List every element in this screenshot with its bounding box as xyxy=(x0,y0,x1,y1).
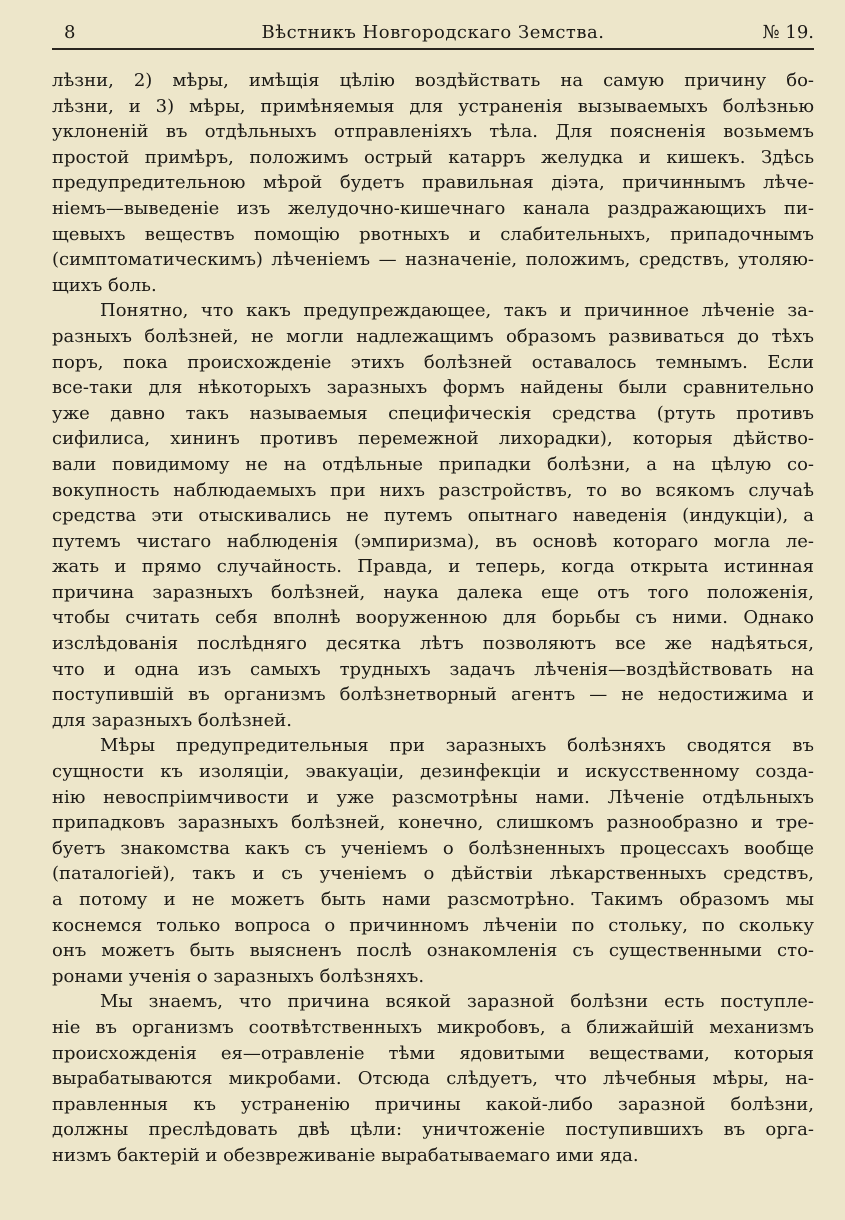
page-number: 8 xyxy=(64,22,76,43)
text-line: происхожденія ея—отравленіе тѣми ядовитыми веществами, которыя xyxy=(52,1042,814,1064)
text-line: (симптоматическимъ) лѣченіемъ — назначеніе, положимъ, средствъ, утоляю- xyxy=(52,249,814,271)
text-line: Понятно, что какъ предупреждающее, такъ и причинное лѣченіе за- xyxy=(100,300,814,322)
text-line: вали повидимому не на отдѣльные припадки болѣзни, а на цѣлую со- xyxy=(52,453,814,475)
text-line: для заразныхъ болѣзней. xyxy=(52,709,293,731)
text-line: (паталогіей), такъ и съ ученіемъ о дѣйствіи лѣкарственныхъ средствъ, xyxy=(52,863,814,885)
text-line: разныхъ болѣзней, не могли надлежащимъ образомъ развиваться до тѣхъ xyxy=(52,325,814,347)
article-body xyxy=(52,68,814,1169)
text-line: предупредительною мѣрой будетъ правильная діэта, причиннымъ лѣче- xyxy=(52,172,814,194)
text-line: жать и прямо случайность. Правда, и теперь, когда открыта истинная xyxy=(52,556,814,578)
text-line: что и одна изъ самыхъ трудныхъ задачъ лѣченія—воздѣйствовать на xyxy=(52,658,814,680)
issue-number: № 19. xyxy=(762,22,814,43)
text-line: вырабатываются микробами. Отсюда слѣдуетъ, что лѣчебныя мѣры, на- xyxy=(52,1068,814,1090)
text-line: ніемъ—выведеніе изъ желудочно-кишечнаго канала раздражающихъ пи- xyxy=(52,197,814,219)
text-line: путемъ чистаго наблюденія (эмпиризма), въ основѣ котораго могла ле- xyxy=(52,530,814,552)
text-line: средства эти отыскивались не путемъ опытнаго наведенія (индукціи), а xyxy=(52,505,814,527)
text-line: лѣзни, 2) мѣры, имѣщія цѣлію воздѣйствать на самую причину бо- xyxy=(52,70,814,91)
text-line: уже давно такъ называемыя специфическія средства (ртуть противъ xyxy=(52,402,814,424)
text-line: изслѣдованія послѣдняго десятка лѣтъ позволяютъ все же надѣяться, xyxy=(52,633,814,655)
text-line: должны преслѣдовать двѣ цѣли: уничтоженіе поступившихъ въ орга- xyxy=(52,1119,814,1141)
text-line: причина заразныхъ болѣзней, наука далека еще отъ того положенія, xyxy=(52,581,814,603)
text-line: сифилиса, хининъ противъ перемежной лихорадки), которыя дѣйство- xyxy=(52,428,814,450)
text-line: чтобы считать себя вполнѣ вооруженною для борьбы съ ними. Однако xyxy=(52,607,814,629)
header-rule xyxy=(52,48,814,50)
paragraph xyxy=(52,68,814,298)
paragraph xyxy=(52,989,814,1168)
text-line: простой примѣръ, положимъ острый катарръ желудка и кишекъ. Здѣсь xyxy=(52,146,814,168)
text-line: буетъ знакомства какъ съ ученіемъ о болѣзненныхъ процессахъ вообще xyxy=(52,837,814,859)
text-line: лѣзни, и 3) мѣры, примѣняемыя для устраненія вызываемыхъ болѣзнью xyxy=(52,95,814,117)
text-line: Мѣры предупредительныя при заразныхъ болѣзняхъ сводятся въ xyxy=(100,735,814,757)
text-line: щевыхъ веществъ помощію рвотныхъ и слабительныхъ, припадочнымъ xyxy=(52,223,814,245)
text-line: уклоненій въ отдѣльныхъ отправленіяхъ тѣла. Для поясненія возьмемъ xyxy=(52,121,814,143)
running-header xyxy=(52,20,814,46)
text-line: нію невоспріимчивости и уже разсмотрѣны нами. Лѣченіе отдѣльныхъ xyxy=(52,786,814,808)
text-line: поступившій въ организмъ болѣзнетворный агентъ — не недостижима и xyxy=(52,684,814,706)
text-line: а потому и не можетъ быть нами разсмотрѣно. Такимъ образомъ мы xyxy=(52,889,814,910)
journal-title: Вѣстникъ Новгородскаго Земства. xyxy=(261,22,605,43)
text-line: коснемся только вопроса о причинномъ лѣченіи по стольку, по скольку xyxy=(52,914,814,936)
text-line: сущности къ изоляціи, эвакуаціи, дезинфекціи и искусственному созда- xyxy=(52,761,814,783)
text-line: щихъ боль. xyxy=(52,274,157,296)
text-line: ніе въ организмъ соотвѣтственныхъ микробовъ, а ближайшій механизмъ xyxy=(52,1016,814,1038)
paragraph xyxy=(52,733,814,989)
text-line: правленныя къ устраненію причины какой-либо заразной болѣзни, xyxy=(52,1093,814,1115)
text-line: онъ можетъ быть выясненъ послѣ ознакомленія съ существенными сто- xyxy=(52,940,814,962)
text-line: припадковъ заразныхъ болѣзней, конечно, слишкомъ разнообразно и тре- xyxy=(52,812,814,834)
text-line: поръ, пока происхожденіе этихъ болѣзней оставалось темнымъ. Если xyxy=(52,351,814,373)
text-line: низмъ бактерій и обезвреживаніе вырабатываемаго ими яда. xyxy=(52,1144,639,1166)
text-line: вокупность наблюдаемыхъ при нихъ разстройствъ, то во всякомъ случаѣ xyxy=(52,479,814,501)
text-line: Мы знаемъ, что причина всякой заразной болѣзни есть поступле- xyxy=(100,991,814,1013)
paragraph xyxy=(52,298,814,733)
text-line: все-таки для нѣкоторыхъ заразныхъ формъ найдены были сравнительно xyxy=(52,377,814,399)
text-line: ронами ученія о заразныхъ болѣзняхъ. xyxy=(52,965,425,987)
